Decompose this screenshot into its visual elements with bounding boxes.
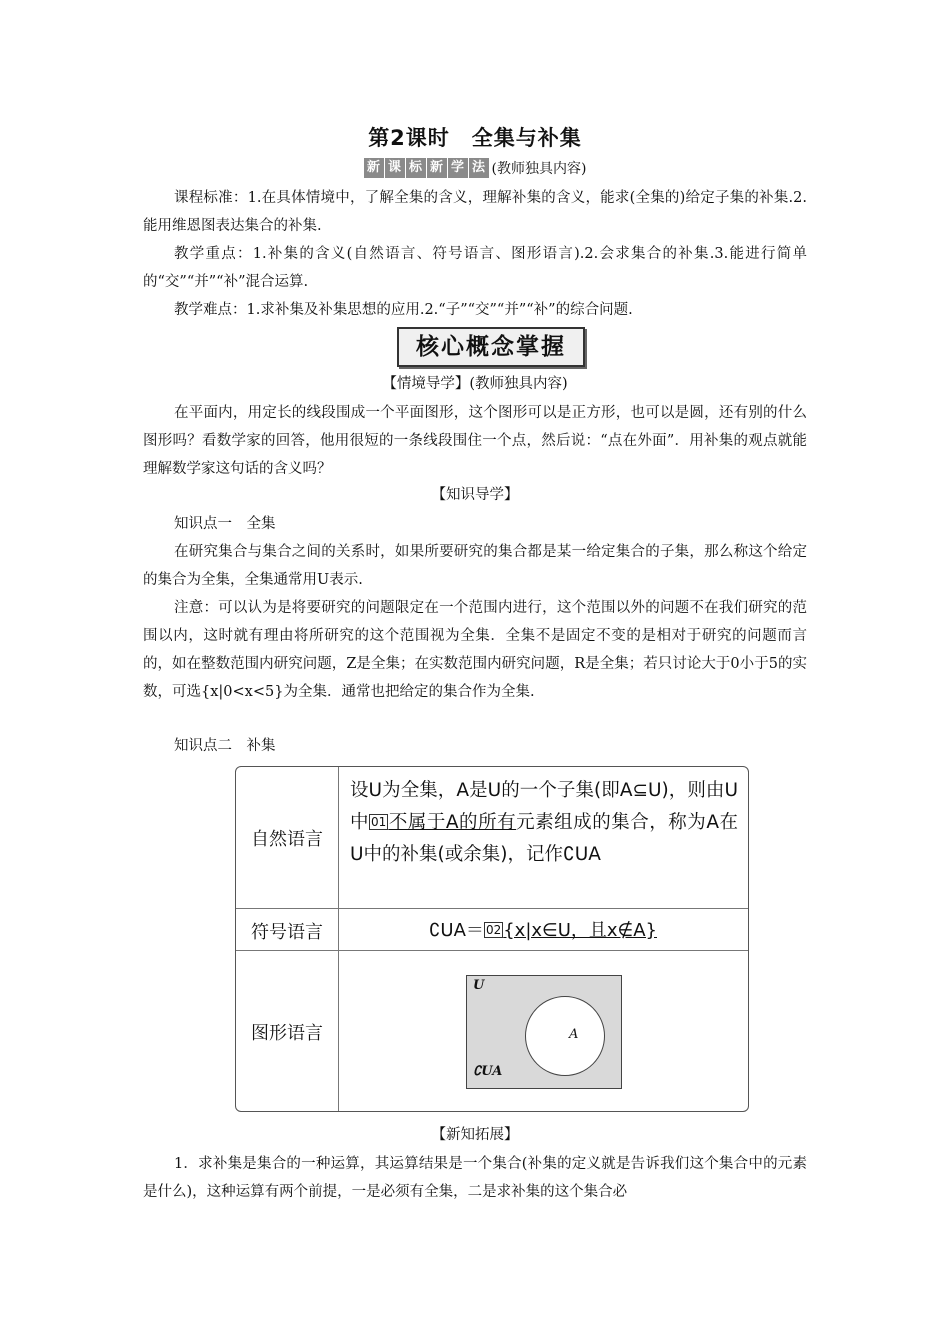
venn-diagram [466,975,622,1089]
blank-number: 01 [371,815,387,829]
badge-row [0,158,950,178]
badge-char: 新 [364,158,384,178]
row-label-natural: 自然语言 [251,829,323,850]
blank-number: 02 [485,923,502,937]
knowledge-point-1-text: 在研究集合与集合之间的关系时，如果所要研究的集合都是某一给定集合的子集，那么称这个给定的集合为全集，全集通常用U表示. [143,544,807,588]
complement-table [235,766,749,1112]
knowledge-heading: 【知识导学】 [431,487,519,503]
course-standard: 课程标准：1.在具体情境中，了解全集的含义，理解补集的含义，能求(全集的)给定子集的补集.2.能用维恩图表达集合的补集. [143,190,807,234]
badge-char: 学 [448,158,468,178]
section-heading-box [397,327,585,367]
knowledge-point-2-title: 知识点二 补集 [174,738,276,754]
section-heading: 核心概念掌握 [416,334,566,360]
answer-underlined: {x|x∈U，且x∉A} [503,920,657,941]
set-a-label: A [569,1027,579,1042]
natural-language-text [350,775,738,871]
table-divider [236,908,748,909]
symbol-language-text [338,911,748,951]
set-a-circle [525,996,605,1076]
badge-char: 课 [385,158,405,178]
badge-char: 标 [406,158,426,178]
badge-char: 法 [469,158,489,178]
badge-note: (教师独具内容) [491,161,587,177]
scenario-text: 在平面内，用定长的线段围成一个平面图形，这个图形可以是正方形，也可以是圆，还有别的什么图形吗？看数学家的回答，他用很短的一条线段围住一个点，然后说：“点在外面”．用补集的观点就能理解数学家这句话的含义吗？ [143,405,807,477]
scenario-heading: 【情境导学】(教师独具内容) [382,376,568,392]
knowledge-point-1-title: 知识点一 全集 [174,516,276,532]
teaching-focus: 教学重点：1.补集的含义(自然语言、符号语言、图形语言).2.会求集合的补集.3.能进行简单的“交”“并”“补”混合运算. [143,246,807,290]
lesson-title: 第2课时 全集与补集 [368,126,582,150]
row-label-graphic: 图形语言 [251,1023,323,1044]
answer-underlined: 不属于A的所有 [388,812,517,833]
extension-text: 1．求补集是集合的一种运算，其运算结果是一个集合(补集的定义就是告诉我们这个集合中的元素是什么)，这种运算有两个前提，一是必须有全集，二是求补集的这个集合必 [143,1156,807,1200]
badge-char: 新 [427,158,447,178]
note-text: 注意：可以认为是将要研究的问题限定在一个范围内进行，这个范围以外的问题不在我们研究的范围以内，这时就有理由将所研究的这个范围视为全集．全集不是固定不变的是相对于研究的问题而言的，如在整数范围内研究问题，Z是全集；在实数范围内研究问题，R是全集；若只讨论大于0小于5的实数，可选{x|0<x<5}为全集．通常也把给定的集合作为全集. [143,600,807,700]
row-label-symbol: 符号语言 [251,922,323,943]
complement-label: ∁UA [473,1064,503,1079]
teaching-difficulty: 教学难点：1.求补集及补集思想的应用.2.“子”“交”“并”“补”的综合问题. [174,302,633,318]
natural-text-end: 元素组成的集合，称为A在U中的补集(或余集)，记作∁UA [350,812,738,865]
natural-text-start: 设U为全集，A是U的一个子集(即A⊆U)，则由U中 [350,780,738,833]
universal-set-label: U [473,978,485,993]
extension-heading: 【新知拓展】 [431,1127,519,1143]
symbol-text: ∁UA＝ [428,920,484,941]
